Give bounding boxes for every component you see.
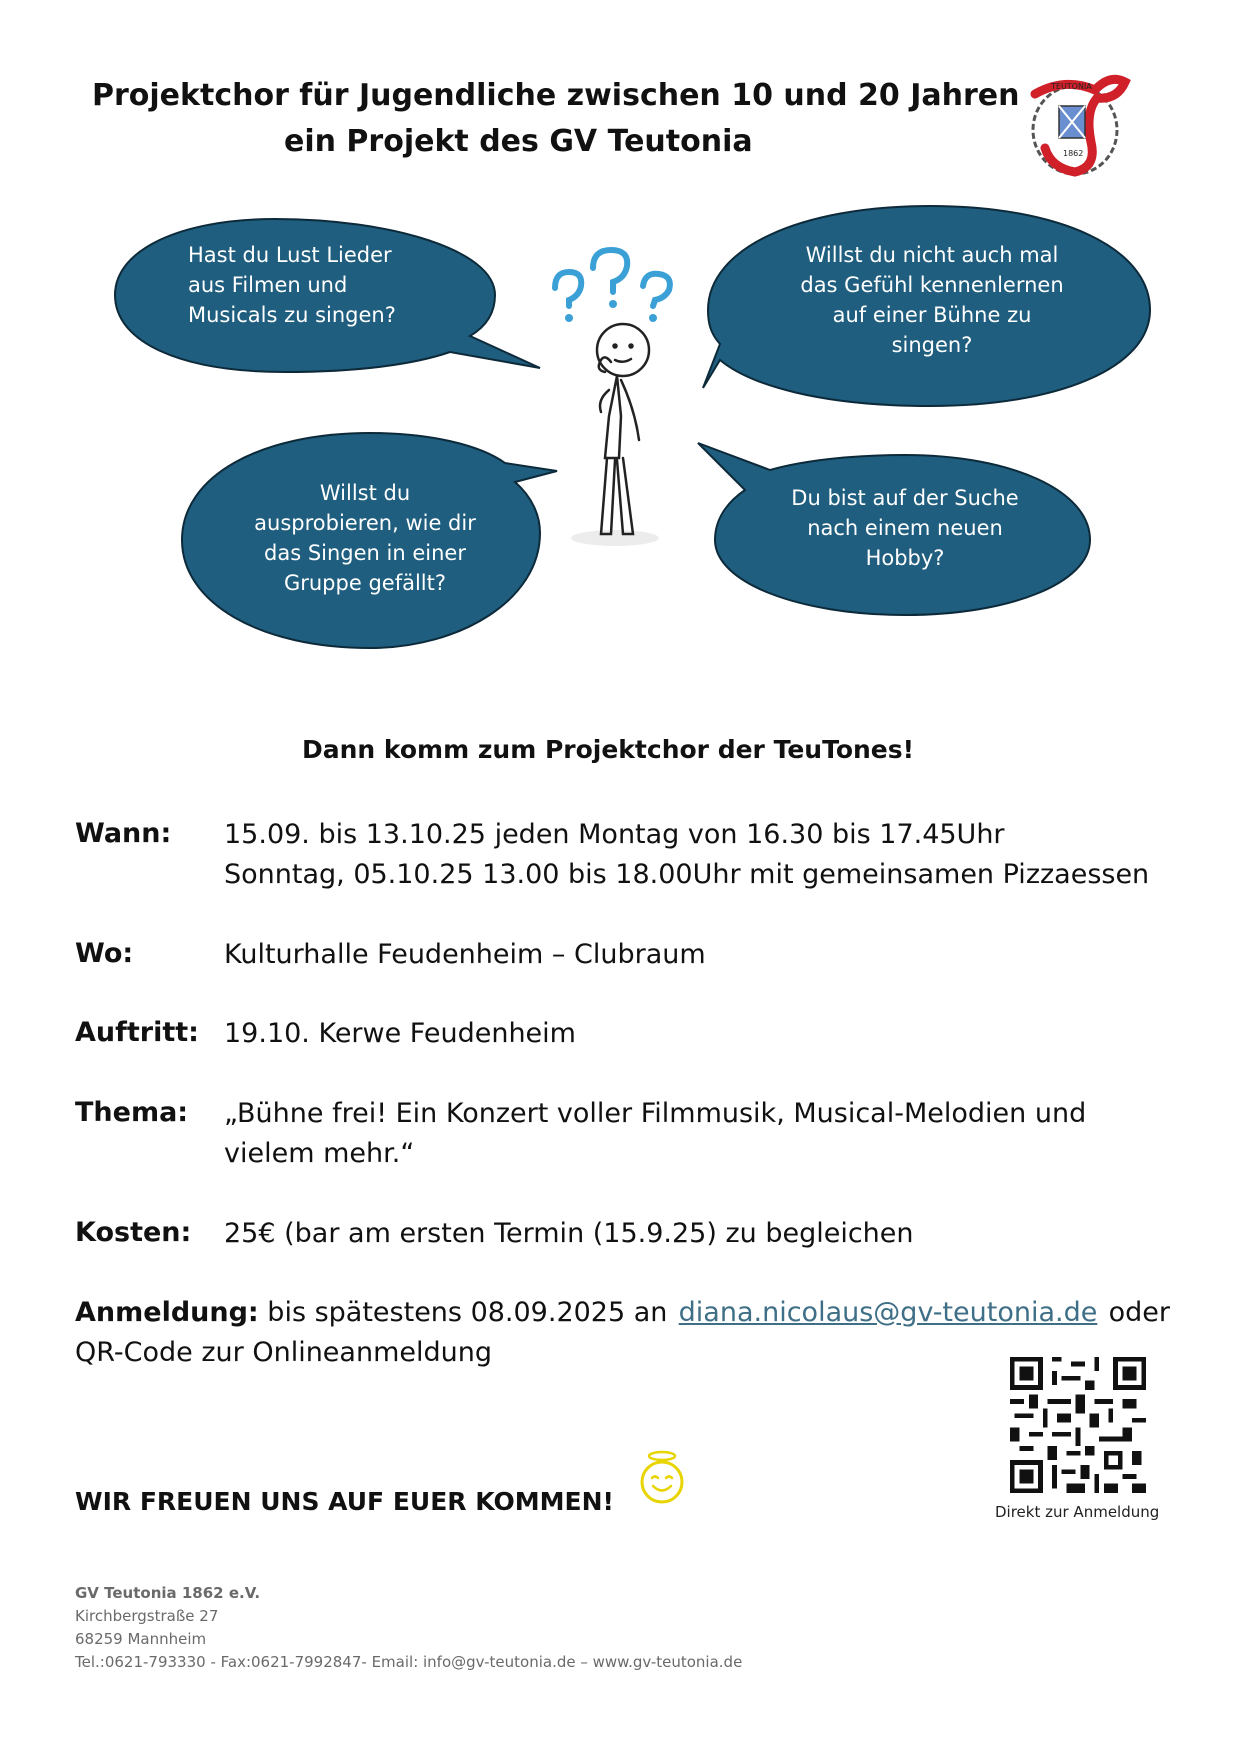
footer-street: Kirchbergstraße 27 <box>75 1607 219 1625</box>
bubble-2-line: auf einer Bühne zu <box>832 303 1032 327</box>
bubble-1-line: aus Filmen und <box>188 273 348 297</box>
detail-value-wo: Kulturhalle Feudenheim – Clubraum <box>224 939 706 970</box>
footer-city: 68259 Mannheim <box>75 1630 207 1648</box>
detail-label-thema: Thema: <box>75 1097 189 1128</box>
logo-text: TEUTONIA <box>1051 82 1092 91</box>
bubble-2-line: das Gefühl kennenlernen <box>800 273 1064 297</box>
bubble-4-line: nach einem neuen <box>807 516 1003 540</box>
bubble-4-line: Hobby? <box>865 546 945 570</box>
registration-line2: QR-Code zur Onlineanmeldung <box>75 1337 492 1368</box>
registration-text-after: oder <box>1100 1297 1170 1328</box>
page-title-line2: ein Projekt des GV Teutonia <box>284 124 753 159</box>
bubble-1-text <box>188 240 396 330</box>
detail-value-thema <box>224 1094 1086 1174</box>
detail-value-line: 15.09. bis 13.10.25 jeden Montag von 16.30 bis 17.45Uhr <box>224 819 1005 850</box>
bubble-3-line: das Singen in einer <box>264 541 466 565</box>
registration-email-link[interactable]: diana.nicolaus@gv-teutonia.de <box>678 1297 1098 1328</box>
detail-value-wann <box>224 815 1149 895</box>
question-marks-icon <box>555 250 670 306</box>
thinking-figure-illustration <box>535 240 695 550</box>
footer-org: GV Teutonia 1862 e.V. <box>75 1584 261 1602</box>
detail-label-kosten: Kosten: <box>75 1217 192 1248</box>
qr-caption: Direkt zur Anmeldung <box>995 1503 1160 1521</box>
detail-label-wo: Wo: <box>75 938 134 969</box>
detail-label-wann: Wann: <box>75 818 172 849</box>
bubble-4-text <box>760 483 1050 573</box>
page-title-line1: Projektchor für Jugendliche zwischen 10 und 20 Jahren <box>92 78 1020 113</box>
bubble-1-line: Hast du Lust Lieder <box>188 243 392 267</box>
angel-smiley-icon <box>633 1448 691 1506</box>
detail-value-auftritt: 19.10. Kerwe Feudenheim <box>224 1018 576 1049</box>
bubble-3-line: Willst du <box>319 481 411 505</box>
bubble-2-text <box>772 240 1092 360</box>
qr-code[interactable] <box>1010 1357 1146 1493</box>
bubble-3-text <box>230 478 500 598</box>
bubble-4-line: Du bist auf der Suche <box>791 486 1019 510</box>
detail-label-auftritt: Auftritt: <box>75 1017 199 1048</box>
detail-value-kosten: 25€ (bar am ersten Termin (15.9.25) zu begleichen <box>224 1218 914 1249</box>
subheading: Dann komm zum Projektchor der TeuTones! <box>302 735 915 764</box>
registration-text: bis spätestens 08.09.2025 an <box>258 1297 676 1328</box>
footer-contact: Tel.:0621-793330 - Fax:0621-7992847- Email: info@gv-teutonia.de – www.gv-teutonia.de <box>75 1653 743 1671</box>
bubble-3-line: Gruppe gefällt? <box>283 571 447 595</box>
closing-message: WIR FREUEN UNS AUF EUER KOMMEN! <box>75 1487 614 1516</box>
bubble-2-line: singen? <box>891 333 973 357</box>
bubble-2-line: Willst du nicht auch mal <box>805 243 1059 267</box>
registration-block <box>75 1293 1170 1373</box>
detail-value-line: „Bühne frei! Ein Konzert voller Filmmusik, Musical-Melodien und <box>224 1098 1087 1129</box>
detail-value-line: Sonntag, 05.10.25 13.00 bis 18.00Uhr mit gemeinsamen Pizzaessen <box>224 859 1150 890</box>
registration-label: Anmeldung: <box>75 1297 259 1328</box>
bubble-1-line: Musicals zu singen? <box>188 303 396 327</box>
bubble-3-line: ausprobieren, wie dir <box>254 511 476 535</box>
logo-year: 1862 <box>1063 149 1084 158</box>
detail-value-line: vielem mehr.“ <box>224 1138 415 1169</box>
footer <box>75 1582 742 1674</box>
